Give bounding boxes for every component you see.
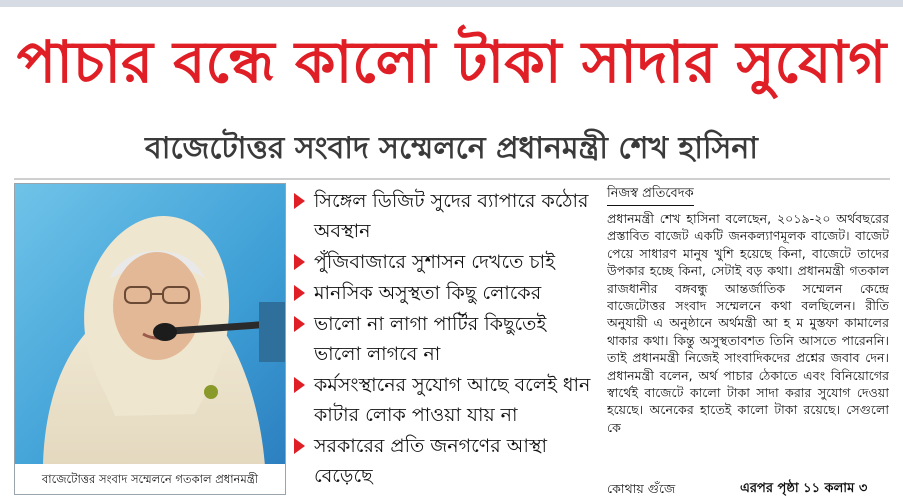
list-item-text: সরকারের প্রতি জনগণের আস্থা বেড়েছে — [314, 435, 547, 487]
list-item — [292, 186, 598, 246]
byline: নিজস্ব প্রতিবেদক — [607, 183, 694, 206]
triangle-bullet-icon — [294, 377, 305, 393]
list-item-text: ভালো না লাগা পার্টির কিছুতেই ভালো লাগবে না — [314, 313, 547, 365]
list-item — [292, 278, 598, 308]
article-tail: কোথায় গুঁজে — [607, 481, 676, 496]
top-band — [0, 0, 903, 7]
triangle-bullet-icon — [294, 438, 305, 454]
highlights-list — [292, 186, 598, 504]
continued-note: এরপর পৃষ্ঠা ১১ কলাম ৩ — [740, 481, 868, 496]
photo-illustration — [15, 184, 286, 495]
headline: পাচার বন্ধে কালো টাকা সাদার সুযোগ — [16, 28, 887, 96]
list-item — [292, 431, 598, 491]
triangle-bullet-icon — [294, 254, 305, 270]
triangle-bullet-icon — [294, 193, 305, 209]
photo-caption: বাজেটোত্তর সংবাদ সম্মেলনে গতকাল প্রধানমন্ত্রী — [15, 464, 285, 494]
list-item — [292, 309, 598, 369]
triangle-bullet-icon — [294, 285, 305, 301]
subheadline: বাজেটোত্তর সংবাদ সম্মেলনে প্রধানমন্ত্রী শেখ হাসিনা — [145, 131, 758, 166]
list-item — [292, 370, 598, 430]
news-photo — [14, 183, 286, 495]
list-item — [292, 247, 598, 277]
article-body: প্রধানমন্ত্রী শেখ হাসিনা বলেছেন, ২০১৯-২০ অর্থবছরের প্রস্তাবিত বাজেট একটি জনকল্যাণমূলক বাজেট। বাজেট পেয়ে সাধারণ মানুষ খুশি হয়েছে কিনা, বাজেটে তাদের উপকার হচ্ছে কিনা, সেটাই বড় কথা। প্রধানমন্ত্রী গতকাল রাজধানীর বঙ্গবন্ধু আন্তর্জাতিক সম্মেলন কেন্দ্রে বাজেটোত্তর সংবাদ সম্মেলনে কথা বলছিলেন। রীতি অনুযায়ী এ অনুষ্ঠানে অর্থমন্ত্রী আ হ ম মুস্তফা কামালের থাকার কথা। কিন্তু অসুস্থতাবশত তিনি আসতে পারেননি। তাই প্রধানমন্ত্রী নিজেই সাংবাদিকদের প্রশ্নের জবাব দেন। প্রধানমন্ত্রী বলেন, অর্থ পাচার ঠেকাতে এবং বিনিয়োগের স্বার্থেই বাজেটে কালো টাকা সাদা করার সুযোগ দেওয়া হয়েছে। অনেকের হাতেই কালো টাকা রয়েছে। সেগুলো কে — [607, 211, 889, 435]
list-item-text: সিঙ্গেল ডিজিট সুদের ব্যাপারে কঠোর অবস্থান — [314, 190, 589, 242]
list-item-text: কর্মসংস্থানের সুযোগ আছে বলেই ধান কাটার লোক পাওয়া যায় না — [314, 374, 591, 426]
triangle-bullet-icon — [294, 316, 305, 332]
list-item-text: পুঁজিবাজারে সুশাসন দেখতে চাই — [314, 251, 556, 273]
list-item-text: মানসিক অসুস্থতা কিছু লোকের — [314, 282, 542, 304]
divider — [14, 178, 890, 180]
